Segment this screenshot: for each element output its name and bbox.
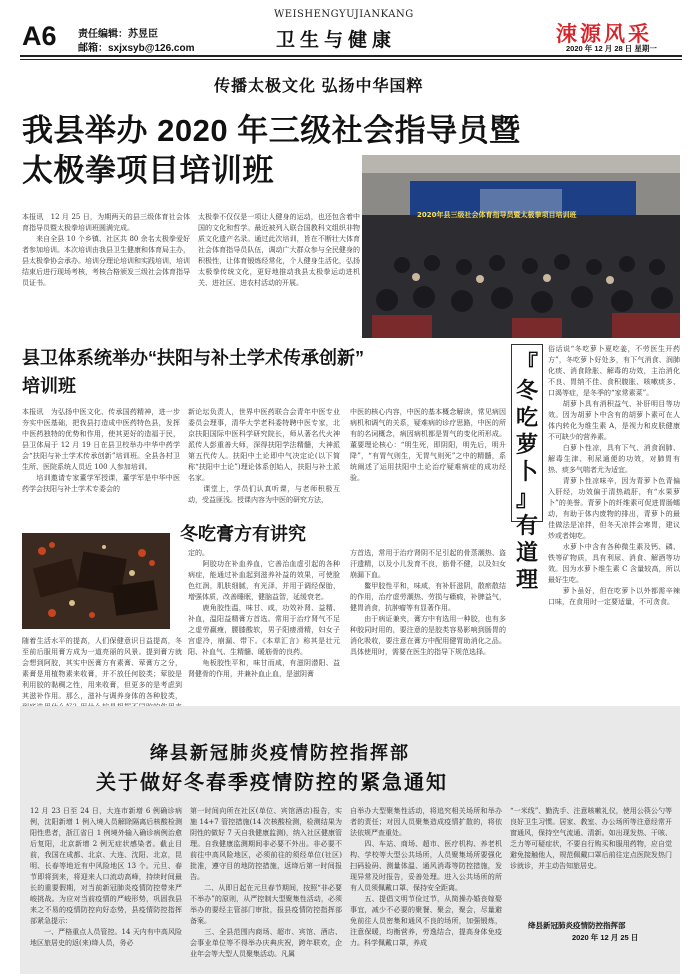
lead-title-line1: 我县举办 2020 年三级社会指导员暨 [22, 113, 521, 148]
sidebar-title-box [511, 344, 543, 593]
lead-title-line2: 太极拳项目培训班 [22, 153, 274, 188]
notice-title-line2: 关于做好冬春季疫情防控的紧急通知 [96, 770, 448, 794]
article2-title-line2: 培训班 [22, 376, 76, 396]
article3-title: 冬吃膏方有讲究 [180, 524, 306, 544]
notice-col1: 12 月 23 日至 24 日，大连市新增 6 例确诊病例，沈阳新增 1 例入境人员解除隔离后核酸检测阳性患者，浙江省日 1 例境外输入确诊病例治愈后复阳，北京新增 2 例无症状感染者。截止目前，我国在成都、北京、大连、沈阳、北京，昆明、长春等地近有中风险地区 13 个。元旦、春节即将到来，将迎来人口流动高峰，持续时间最长的重要假期，对当前新冠肺炎疫情防控带来严峻挑战。为应对当前疫情的严峻形势，巩固我县来之不易的疫情防控向好态势，县疫情防控指挥部紧急提示： 一、严格重点人员管控。14 天内有中高风险地区旅居史的返(来)绛人员，务必 [30, 807, 182, 947]
article3-col3: 方首选，常用于治疗肾阴不足引起的骨蒸潮热、盗汗遗精，以及小儿发育不良，筋骨不健，以及妇女崩漏下血。 鳖甲胶性平和，味咸，有补肝滋阴，散瘀散结的作用，治疗虚劳潮热、劳损与癥瘕，补脾益气，健胃消食，抗肿瘤等有显著作用。 由于病证兼夹，膏方中有选用一种胶，也有多种胶同时用的，要注意的是胶类容易影响到肠胃的消化吸收，要注意在膏方中配用健胃助消化之品。具体使用时，需要在医生的指导下规范选择。 [350, 549, 506, 656]
notice-signature: 绛县新冠肺炎疫情防控指挥部 [528, 921, 626, 930]
herbal-paste-photo [22, 533, 170, 629]
training-photo [362, 155, 680, 338]
notice-col4: “一米线”、勤洗手、注意咳嗽礼仪，使用公筷公勺等良好卫生习惯。居家、教室、办公场所等注意经常开窗通风，保持空气流通、清新。如出现发热、干咳、乏力等可疑症状，不要自行购买和服用药物，应自觉避免接触他人，规范佩戴口罩后前往定点医院发热门诊就诊，并主动告知旅居史。 [510, 807, 672, 870]
photo-banner-text: 2020年县三级社会体育指导员暨太极拳项目培训班 [417, 211, 577, 219]
title-char: 卜 [515, 460, 538, 485]
sidebar-vertical-title [512, 351, 542, 594]
editor-label: 责任编辑：苏昱臣 [78, 29, 158, 40]
title-char: 『 [515, 352, 538, 377]
title-char: 有 [515, 514, 538, 539]
title-char: 吃 [515, 406, 538, 431]
article2-col3: 中医的核心内容，中医的基本概念解读，常见病因病机和调气的关系，疑难病的诊疗思路，中医的所有的名词概念，病因病机都是胃气的变化所形成。董要理论核心：“明生死，即阴阳，明先后，明升降”，“有胃气则生，无胃气则死”之中的精髓，系统阐述了运用扶阳中土论治疗疑难病症的成功经验。 [350, 408, 506, 482]
section-pinyin: WEISHENGYUJIANKANG [274, 9, 414, 20]
notice-col2: 第一时间向所在社区(单位、宾馆酒店)报告，实施 14+7 管控措施(14 次核酸检测，检测结果为阴性的做好 7 天自我健康监测)，纳入社区健康管理。自我健康监测期间非必要不外出。非必要不前往中高风险地区，必须前往的须经单位(社区)批准，遵守目的地防控措施，返绛后第一时间报告。 二、从即日起在元旦春节期间，按照“非必要不举办”的原则，从严控制大型聚集性活动，必须举办的要经主管部门审批，报县疫情防控指挥部备案。 三、全县范围内商场、超市、宾馆、酒店、会事业单位等不得举办庆典庆祝，跨年联欢，企业年会等大型人员聚集活动。凡属 [190, 807, 342, 958]
notice-sign-date: 2020 年 12 月 25 日 [572, 933, 639, 942]
lead-col2: 太极拳不仅仅是一项让人健身的运动，也还包含着中国的文化和哲学。最近被列入联合国教科文组织非物质文化遗产名录。通过此次培训，旨在不断壮大体育社会体育指导员队伍，调动广大群众参与全民健身的积极性，让体育锻炼经常化，个人健身生活化，弘扬太极拳传统文化，更好地推动我县太极拳运动进机关、进社区、进农村活动的开展。 [198, 213, 360, 287]
herbal-paste-art [22, 533, 170, 629]
title-char: 理 [515, 568, 538, 593]
title-char: 道 [515, 541, 538, 566]
title-char: 冬 [515, 379, 538, 404]
notice-col3: 自举办大型聚集性活动，将追究相关场所和举办者的责任；对因人员聚集造成疫情扩散的，将依法依规严查重处。 四、车站、商场、超市、医疗机构、养老机构、学校等大型公共场所，人员聚集场所要强化扫码验码、测量体温、通风消毒等防控措施，发现异常及时报告，妥善处理。进入公共场所的所有人员须佩戴口罩、保持安全距离。 五、提倡文明节俭过节，从简操办婚丧嫁娶事宜，减少不必要的聚餐、聚会，聚会，尽量避免前往人员密集和通风不良的场所，加强锻炼，注意保暖，均衡营养，劳逸结合，提高身体免疫力。科学佩戴口罩，养成 [350, 807, 502, 947]
header-rule [20, 55, 682, 57]
training-photo-art [362, 155, 680, 338]
title-char: 萝 [515, 433, 538, 458]
article2-col1: 本报讯 为弘扬中医文化、传承国药精神，进一步夯实中医基础，把我县打造成中医药特色县，发挥中医药独特的优势和作用，使其更好的造福于民，县卫体局于 12 月 19 日在县卫校举办中华中药学会“扶阳与补土学术传承创新”培训班。全县各村卫生所、医院系统人员近 100 人参加培训。 培训邀请专家董学军授课，董学军是中华中医药学会扶阳与补土学术专委会的 [22, 408, 180, 493]
slogan: 传播太极文化 弘扬中华国粹 [214, 78, 424, 95]
issue-date: 2020 年 12 月 28 日 星期一 [566, 44, 657, 53]
article3-col2: 定的。 阿胶功在补血养血，它善治血虚引起的各种病症，能通过补血起到滋养补益的效果，可使脸色红润，肌肤细腻，有光泽，并用于调经保胎，增强体质，改善睡眠，健脑益智，延缓衰老。 鹿角胶性温，味甘、咸，功效补肾、益精、补血，温阳益精膏方首选。常用于治疗肾气不足之虚劳羸瘦，腰膝酸软，男子阳痿滑精，妇女子宫虚冷，崩漏、带下。《本草汇言》称其是壮元阳、补血气、生精髓、暖筋骨的良药。 龟板胶性平和，味甘而咸，有滋阴潜阳、益肾健骨的作用，并兼补血止血，是滋阴膏 [188, 549, 340, 678]
title-char: 』 [515, 487, 538, 512]
article2-col2: 新论坛负责人，世界中医药联合会青年中医专业委员会理事，清华大学老科委特聘中医专家，北京扶阳国际中医科学研究院长，师从著名代火神派传人彭重善大师，深得扶阳学法精髓，大神派第五代传人。扶阳中土论即中气决定论(以下简称“扶阳中土论”)理论体系创始人，扶阳与补土派名家。 课堂上，学员们认真听课，与老师积极互动，受益匪浅。授课内容为中医的研究方法， [188, 408, 340, 504]
article2-title-line1: 县卫体系统举办“扶阳与补土学术传承创新” [22, 348, 364, 368]
page-number: A6 [22, 21, 57, 51]
masthead-logo: 涑源风采 [556, 21, 652, 46]
article3-col1: 随着生活水平的提高，人们保健意识日益提高，冬至前后服用膏方成为一道亮丽的风景。提到膏方就会想到阿胶，其实中医膏方有素膏、荤膏方之分，素膏是用植物素来收膏，并不放任何胶类；荤胶是利用胶的黏稠之性，用来收膏，但更多的是考虑到其滋补作用。那么，滋补与调养身体的各种胶类， [22, 637, 182, 700]
notice-title-line1: 绛县新冠肺炎疫情防控指挥部 [150, 743, 410, 764]
email-label: 邮箱：sxjxsyb@126.com [78, 43, 195, 54]
lead-col1: 本报讯 12 月 25 日，为期两天的县三级体育社会体育指导员暨太极拳培训班圆满完成。 来自全县 10 个乡镇、社区共 80 余名太极拳爱好者参加培训。本次培训由我县卫生健康和体育局主办，县太极拳协会承办。培训分理论培训和实践培训，培训结束后进行现场考核，考核合格颁发三级社会体育指导员证书。 [22, 213, 190, 287]
sidebar-body: 俗话说“冬吃萝卜夏吃姜，不劳医生开药方”，冬吃萝卜好处多，有下气消食、润肺化痰、消食除胀、解毒的功效，主治消化不良、胃纳不佳、食积腹胀、咳嗽痰多、口渴等症，是冬季的“家常素菜”。 胡萝卜具有消积益气、补肝明目等功效。因为胡萝卜中含有的胡萝卜素可在人体内转化为维生素 A，是视力和皮肤健康不可缺少的营养素。 白萝卜性凉，具有下气、消食润肺、解毒生津、利尿通便的功效，对肺胃有热、痰多气喘者尤为适宜。 青萝卜性凉味辛，因为青萝卜色青偏入肝经，功效偏于清热疏肝，有“水果萝卜”的美誉。青萝卜的纤维素可促进胃肠蠕动，有助于体内废物的排出，青萝卜的最佳做法是凉拌，但冬天凉拌会寒胃，建议炒或者炖吃。 水萝卜中含有各种微生素及钙、磷、铁等矿物质，具有利尿、消食、解酒等功效。因为水萝卜维生素 C 含量较高，所以最好生吃。 萝卜虽好，但在吃萝卜以外都需辛辣口味，在食用时一定要适量，不可贪食。 [548, 345, 680, 606]
section-title: 卫生与健康 [276, 29, 397, 51]
header-rule-thin [20, 59, 682, 60]
